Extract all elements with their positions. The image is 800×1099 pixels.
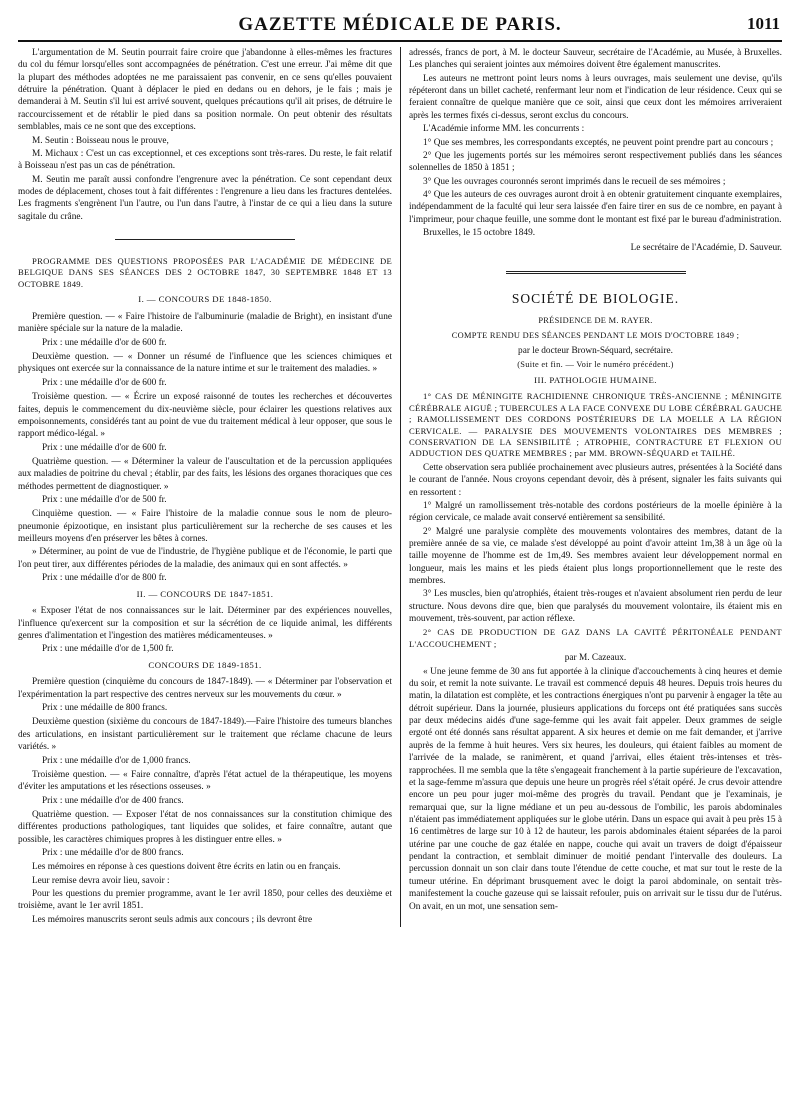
section-heading: I. — CONCOURS DE 1848-1850. bbox=[138, 294, 272, 305]
paragraph: Les mémoires manuscrits seront seuls admis aux concours ; ils devront être bbox=[32, 914, 313, 925]
question: Troisième question. — « Écrire un exposé raisonné de toutes les recherches et découvertes faites, depuis le commencement du dix-neuvième siècle, pour éclairer les questions relatives aux empoisonnements, considérés tant au point de vue du traitement médical à leur opposer, que sous le rapport médico-légal. » bbox=[18, 392, 392, 440]
paragraph: M. Seutin : Boisseau nous le prouve, bbox=[32, 135, 169, 146]
prize: Prix : une médaille d'or de 400 francs. bbox=[42, 795, 184, 806]
question: Deuxième question. — « Donner un résumé de l'influence que les sciences chimiques et physiques ont exercée sur la connaissance de la nature intime et sur le traitement des maladies. » bbox=[18, 352, 392, 375]
paragraph: M. Michaux : C'est un cas exceptionnel, et ces exceptions sont très-rares. Du reste, le fait relatif à Boisseau n'est pas un cas de pénétration. bbox=[18, 148, 392, 172]
section-divider bbox=[115, 239, 295, 240]
paragraph: Les auteurs ne mettront point leurs noms à leurs ouvrages, mais seulement une devise, qu'ils répéteront dans un billet cacheté, renfermant leur nom et l'indication de leur résidence. Ceux qui se feraient connaître de quelque manière que ce soit, ainsi que ceux dont les mémoires arriveraient après les termes fixés ci-dessus, seront exclus du concours. bbox=[409, 73, 782, 121]
prize: Prix : une médaille de 800 francs. bbox=[42, 703, 168, 714]
paragraph: 1° Que ses membres, les correspondants exceptés, ne peuvent point prendre part au concours ; bbox=[423, 137, 774, 148]
prize: Prix : une médaille d'or de 800 fr. bbox=[42, 573, 167, 584]
question: Première question. — « Faire l'histoire de l'albuminurie (maladie de Bright), en insistant d'une manière spéciale sur la nature de la maladie. bbox=[18, 311, 392, 335]
prize: Prix : une médaille d'or de 600 fr. bbox=[42, 442, 167, 453]
question: Deuxième question (sixième du concours de 1847-1849).—Faire l'histoire des tumeurs blanches des articulations, en insistant particulièrement sur le traitement que réclame chacune de leurs variétés. » bbox=[18, 717, 392, 753]
paragraph: 3° Que les ouvrages couronnés seront imprimés dans le recueil de ses mémoires ; bbox=[423, 176, 726, 187]
question: » Déterminer, au point de vue de l'industrie, de l'hygiène publique et de l'économie, le parti que l'on peut tirer, aux différentes périodes de la maladie, des animaux qui en sont affectés. » bbox=[18, 547, 392, 570]
paragraph: Leur remise devra avoir lieu, savoir : bbox=[32, 875, 170, 886]
paragraph: Pour les questions du premier programme, avant le 1er avril 1850, pour celles des deuxième et troisième, avant le 1er avril 1851. bbox=[18, 889, 392, 912]
case-title: 1° CAS DE MÉNINGITE RACHIDIENNE CHRONIQUE TRÈS-ANCIENNE ; MÉNINGITE CÉRÉBRALE AIGUË ; TUBERCULES A LA FACE CONVEXE DU LOBE CÉRÉBRAL GAUCHE ; RAMOLLISSEMENT DES CORDONS POSTÉRIEURS DE LA MOELLE A LA RÉGION CERVICALE. — PARALYSIE DES MOUVEMENTS VOLONTAIRES DES MEMBRES ; CONSERVATION DE LA SENSIBILITÉ ; ATROPHIE, CONTRACTURE ET FLEXION OU ADDUCTION DES QUATRE MEMBRES ; par MM. BROWN-SÉQUARD et TAILHÉ. bbox=[409, 391, 782, 459]
prize: Prix : une médaille d'or de 800 francs. bbox=[42, 848, 184, 859]
report-heading: COMPTE RENDU DES SÉANCES PENDANT LE MOIS D'OCTOBRE 1849 ; bbox=[451, 330, 740, 340]
prize: Prix : une médaille d'or de 600 fr. bbox=[42, 337, 167, 348]
paragraph: 2° Malgré une paralysie complète des mouvements volontaires des membres, datant de la première année de sa vie, ce malade s'est développé au point d'avoir atteint 1m,38 à un âge où la taille moyenne de l'homme est de 1m,49. Ses membres avaient leur développement normal en longueur, mais les mains et les pieds étaient plus longs proportionnellement que le reste des membres. bbox=[409, 526, 782, 587]
prize: Prix : une médaille d'or de 600 fr. bbox=[42, 377, 167, 388]
question: Quatrième question. — « Déterminer la valeur de l'auscultation et de la percussion appliquées aux maladies de poitrine du cheval ; établir, par des faits, les lésions des organes thoraciques que ces méthodes permettent de diagnostiquer. » bbox=[18, 456, 392, 492]
section-heading: II. — CONCOURS DE 1847-1851. bbox=[136, 588, 274, 599]
paragraph: M. Seutin me paraît aussi confondre l'engrenure avec la pénétration. Ce sont cependant deux modes de déplacement, choses tout à fait différentes : l'engrenure a lieu dans les fractures dentelées. Les fragments s'engrènent l'un l'autre, ou l'un dans l'autre, à l'instar de ce qui a lieu dans la suture sagitale du crâne. bbox=[18, 174, 392, 222]
question: Première question (cinquième du concours de 1847-1849). — « Déterminer par l'observation et l'expérimentation la part respective des centres nerveux sur les mouvements du cœur. » bbox=[18, 677, 392, 700]
paragraph: 4° Que les auteurs de ces ouvrages auront droit à en obtenir gratuitement cinquante exemplaires, indépendamment de la faculté qui leur sera laissée d'en faire tirer en sus de ce nombre, en payant à l'imprimeur, pour chaque feuille, une somme dont le montant est fixé par le bureau d'administration. bbox=[409, 189, 782, 225]
question: Troisième question. — « Faire connaître, d'après l'état actuel de la thérapeutique, les moyens d'éviter les amputations et les résections osseuses. » bbox=[18, 769, 392, 793]
paragraph: 1° Malgré un ramollissement très-notable des cordons postérieurs de la moelle épinière à la région cervicale, ce malade avait conservé entièrement sa sensibilité. bbox=[409, 500, 782, 524]
question: Cinquième question. — « Faire l'histoire de la maladie connue sous le nom de pleuro-pneumonie épizootique, en insistant plus particulièrement sur la recherche de ses causes et les meilleurs moyens d'en préserver les bêtes à cornes. bbox=[18, 509, 392, 545]
case-author: par M. Cazeaux. bbox=[564, 653, 627, 664]
page-header bbox=[18, 14, 782, 42]
left-column bbox=[18, 47, 400, 927]
paragraph: adressés, francs de port, à M. le docteur Sauveur, secrétaire de l'Académie, au Musée, à Bruxelles. Les planches qui seraient jointes aux mémoires doivent être également manuscrites. bbox=[409, 48, 782, 71]
paragraph: « Une jeune femme de 30 ans fut apportée à la clinique d'accouchements à cinq heures et demie du soir, et remit la note suivante. Le travail est commencé depuis 48 heures. Depuis trois heures du matin, la dilatation est complète, et les contractions énergiques n'ont pu parvenir à engager la tête au détroit supérieur. Dans la journée, plusieurs applications du forceps ont été pratiquées sans succès par deux médecins aidés d'une sage-femme qui les avait fait appeler. Deux grammes de seigle ergoté ont été donnés sans résultat apparent. A six heures et demie on me fait demander, et j'arrive auprès de la femme à huit heures. Vers six heures, les douleurs, qui étaient faibles au moment de l'arrivée de la malade, se ranimèrent, et quand j'arrivai, elles étaient très-intenses et très-rapprochées. Il me sembla que la tête s'engageait franchement à la partie supérieure de l'excavation, et la sage-femme m'assura que depuis une heure un progrès réel s'était opéré. Je crus devoir attendre encore un peu pour juger moi-même des progrès du travail. Pendant que je l'examinais, je remarquai que, sur la ligne médiane et un peu au-dessous de l'ombilic, les parois abdominales n'étaient pas immédiatement appliquées sur le globe utérin. Dans un espace qui avait à peu près 15 à 16 centimètres de large sur 10 à 12 de hauteur, les parois abdominales étaient séparées de la paroi utérine par une couche de gaz étalée en nappe, couche qui avait un travers de doigt d'épaisseur pendant la contraction, et semblait diminuer de moitié pendant l'intervalle des douleurs. La percussion donnait un son clair dans toute l'étendue de cette couche, et mat sur tout le reste de la tumeur utérine. En déprimant brusquement avec le doigt la paroi abdominale, on sentait très-manifestement la couche gazeuse qui se laissait refouler, puis on arrivait sur le tissu dur de l'utérus. On avait, en un mot, une sensation sem- bbox=[409, 666, 782, 912]
society-title: SOCIÉTÉ DE BIOLOGIE. bbox=[511, 290, 680, 306]
paragraph: Les mémoires en réponse à ces questions doivent être écrits en latin ou en français. bbox=[32, 862, 341, 873]
signature: Le secrétaire de l'Académie, D. Sauveur. bbox=[630, 243, 782, 254]
paragraph: 3° Les muscles, bien qu'atrophiés, étaient très-rouges et n'avaient absolument rien perdu de leur structure. Nous devons dire que, bien que paralysés du mouvement volontaire, ils étaient mis en mouvement, très-souvent, par action réflexe. bbox=[409, 589, 782, 625]
paragraph: Cette observation sera publiée prochainement avec plusieurs autres, présentées à la Société dans le courant de l'année. Nous croyons cependant devoir, dès à présent, signaler les faits suivants qui en ressortent : bbox=[409, 462, 782, 498]
prize: Prix : une médaille d'or de 500 fr. bbox=[42, 495, 167, 506]
report-author: par le docteur Brown-Séquard, secrétaire. bbox=[518, 346, 673, 357]
page-number: 1011 bbox=[746, 14, 780, 33]
section-heading: III. PATHOLOGIE HUMAINE. bbox=[534, 374, 657, 385]
section-heading: CONCOURS DE 1849-1851. bbox=[148, 659, 262, 670]
journal-title: GAZETTE MÉDICALE DE PARIS. bbox=[238, 14, 562, 35]
paragraph: L'Académie informe MM. les concurrents : bbox=[423, 124, 585, 135]
columns bbox=[18, 47, 782, 927]
paragraph: 2° Que les jugements portés sur les mémoires seront respectivement publiés dans les séances solennelles de 1850 à 1851 ; bbox=[409, 150, 782, 174]
continuation-note: (Suite et fin. — Voir le numéro précédent.) bbox=[517, 360, 674, 370]
question: « Exposer l'état de nos connaissances sur le lait. Déterminer par des expériences nouvelles, l'influence qu'exercent sur la composition et sur la sécrétion de ce liquide animal, les différents genres d'alimentation et l'ingestion des matières médicamenteuses. » bbox=[18, 606, 392, 641]
programme-heading: PROGRAMME DES QUESTIONS PROPOSÉES PAR L'ACADÉMIE DE MÉDECINE DE BELGIQUE DANS SES SÉANCES DES 2 OCTOBRE 1847, 30 SEPTEMBRE 1848 ET 13 OCTOBRE 1849. bbox=[18, 256, 392, 289]
dateline: Bruxelles, le 15 octobre 1849. bbox=[423, 228, 536, 239]
prize: Prix : une médaille d'or de 1,500 fr. bbox=[42, 644, 174, 655]
prize: Prix : une médaille d'or de 1,000 francs. bbox=[42, 755, 191, 766]
presidency: PRÉSIDENCE DE M. RAYER. bbox=[538, 315, 653, 325]
question: Quatrième question. — Exposer l'état de nos connaissances sur la constitution chimique des différentes productions pathologiques, tant liquides que solides, et faire connaître, autant que possible, les caractères chimiques propres à les distinguer entre elles. » bbox=[18, 809, 392, 845]
right-column bbox=[400, 47, 782, 927]
paragraph: L'argumentation de M. Seutin pourrait faire croire que j'abandonne à elles-mêmes les fractures du col du fémur lorsqu'elles sont accompagnées de pénétration. C'est une erreur. J'ai même dit que la plupart des méthodes adoptées ne me paraissaient pas convenir, en ce sens qu'elles pouvaient détruire la pénétration. Quant à déplacer le pied en dedans ou en dehors, je le fais ; mais je demanderai à M. Seutin s'il lui est arrivé souvent, quelques précautions qu'il ait prises, de détruire le raccourcissement et de rétablir le pied dans sa position normale. On peut obtenir des résultats semblables, mais ce ne sont que des exceptions. bbox=[18, 48, 392, 133]
section-divider bbox=[506, 271, 686, 274]
case-title: 2° CAS DE PRODUCTION DE GAZ DANS LA CAVITÉ PÉRITONÉALE PENDANT L'ACCOUCHEMENT ; bbox=[409, 627, 782, 649]
